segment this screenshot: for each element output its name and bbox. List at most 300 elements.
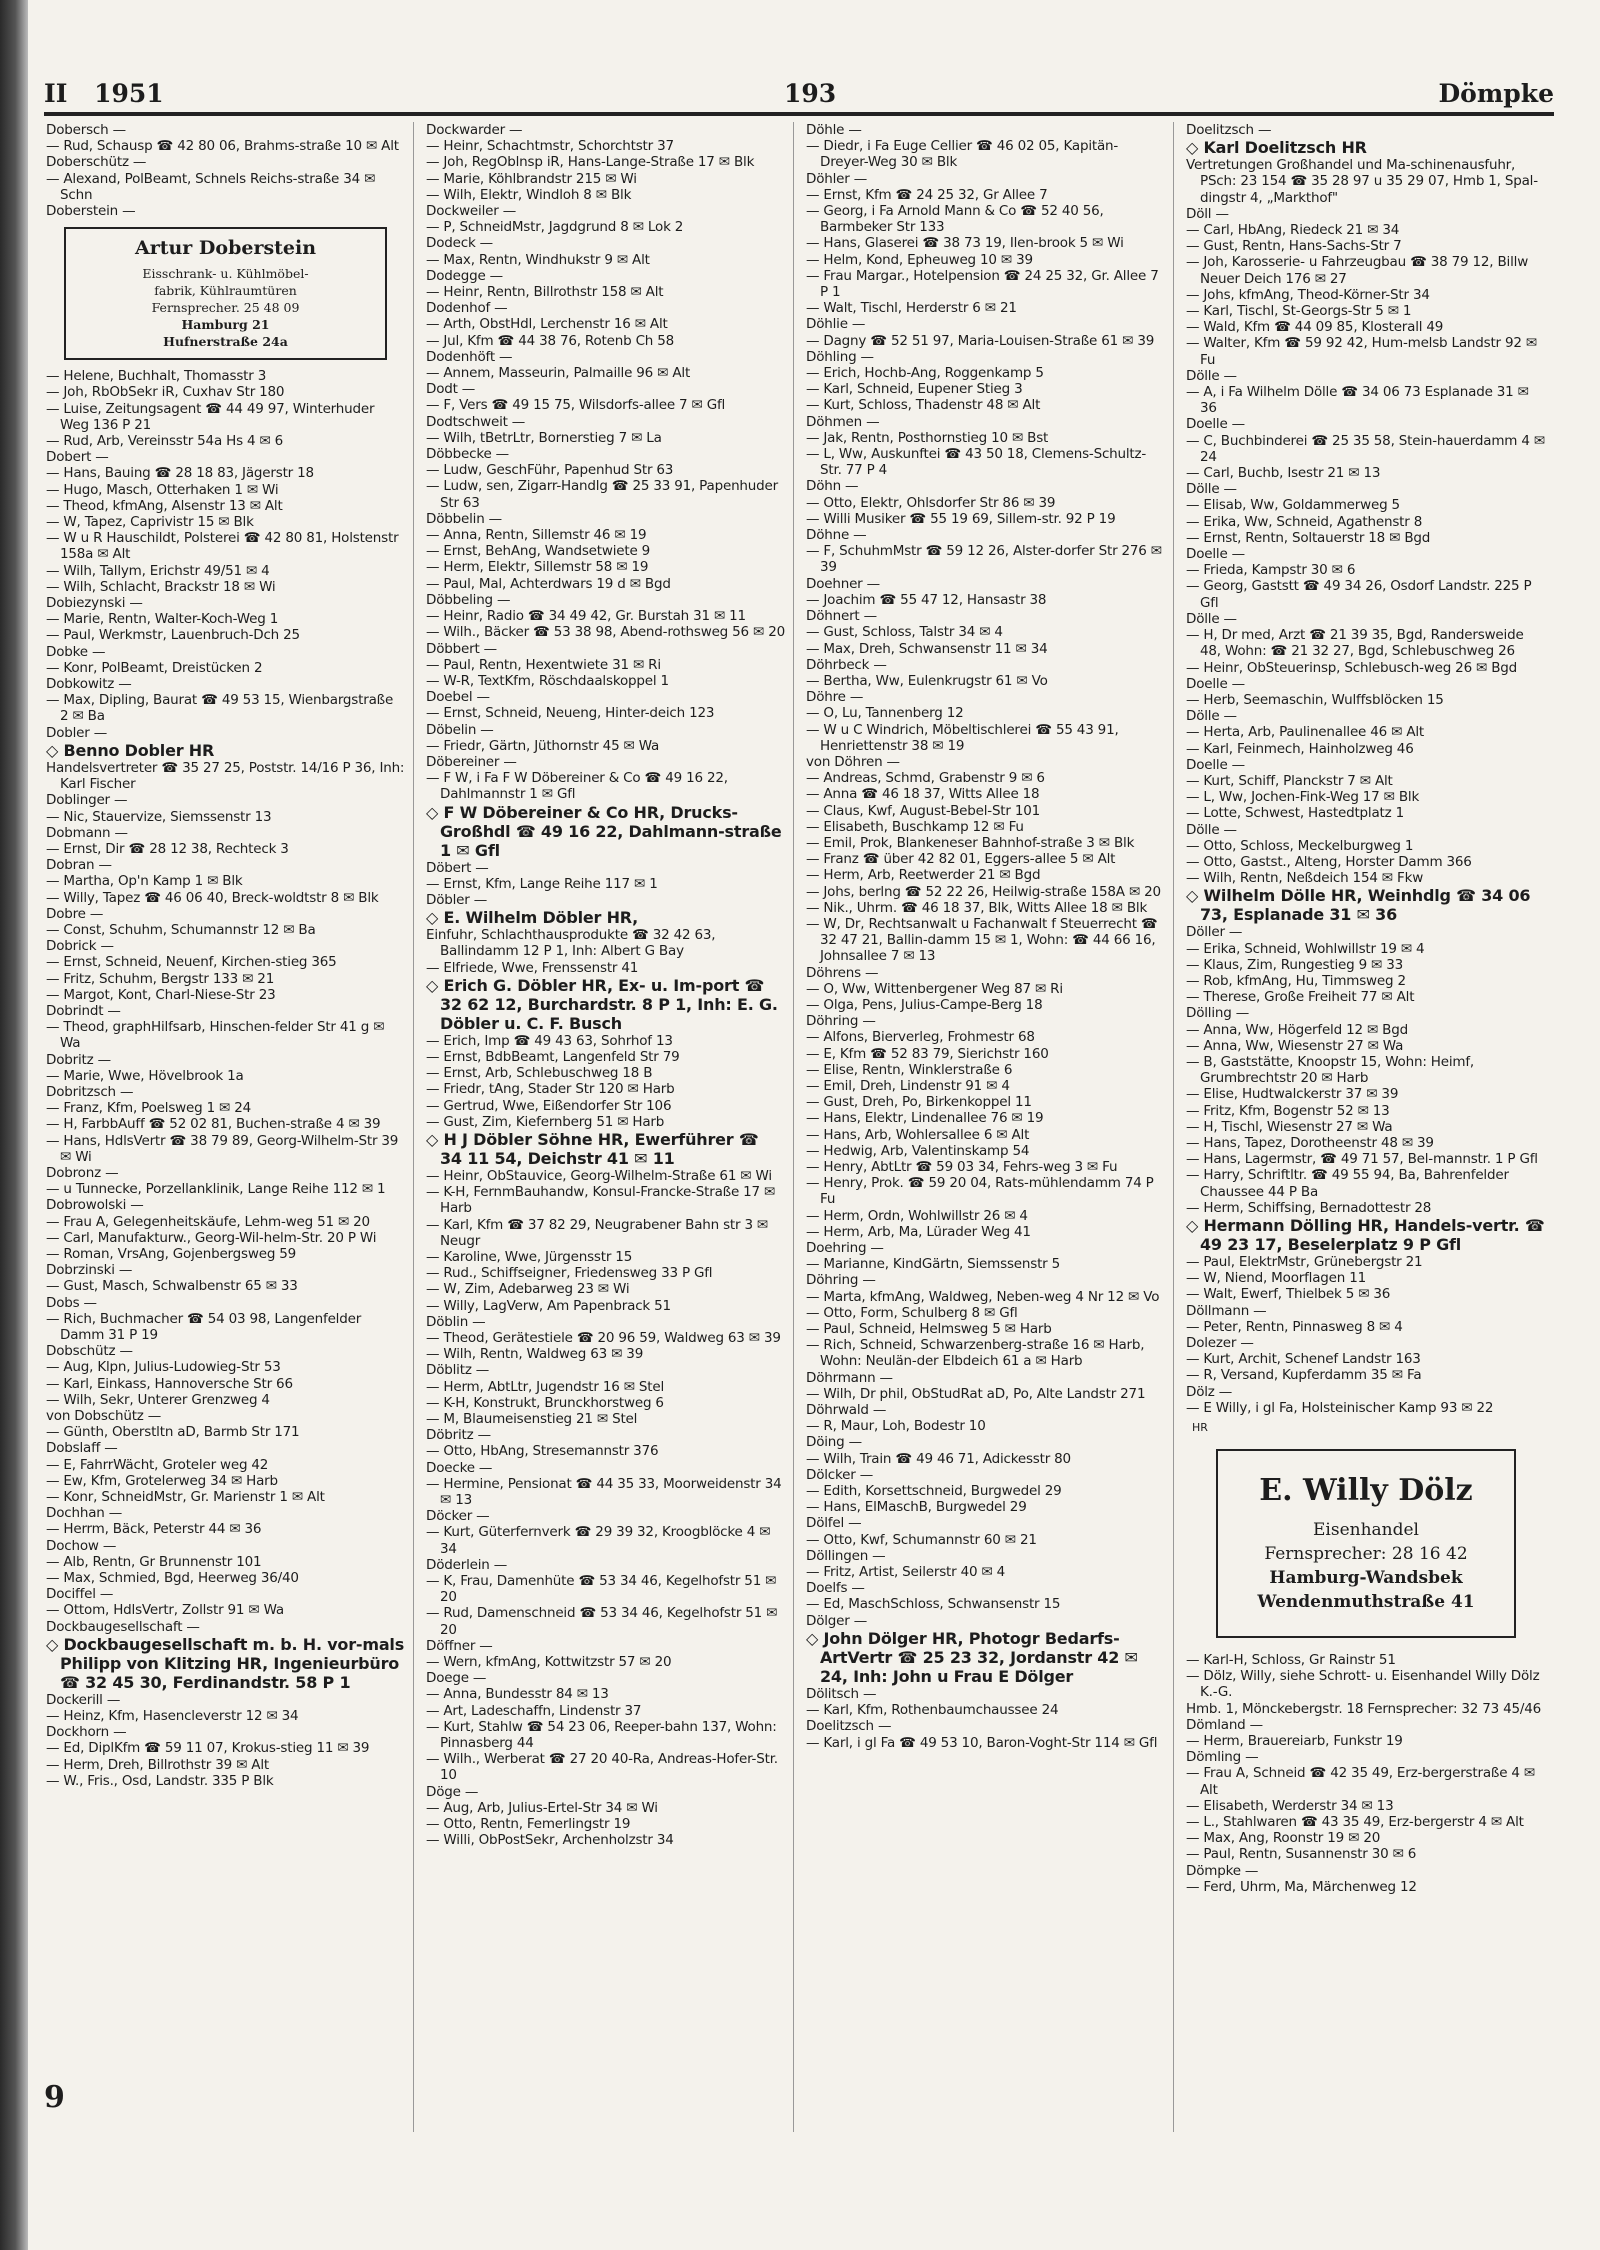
directory-entry: — Karl, Kfm ☎ 37 82 29, Neugrabener Bahn str 3 ✉ Neugr bbox=[426, 1216, 769, 1249]
directory-entry: Dochow — bbox=[46, 1537, 117, 1554]
directory-entry: — Kurt, Schiff, Planckstr 7 ✉ Alt bbox=[1186, 772, 1393, 789]
header-volume: II bbox=[44, 79, 68, 108]
directory-entry: Döing — bbox=[806, 1434, 862, 1451]
directory-entry: — u Tunnecke, Porzellanklinik, Lange Reihe 112 ✉ 1 bbox=[46, 1181, 386, 1198]
directory-entry: Dodeck — bbox=[426, 235, 493, 252]
directory-entry: — Herm, Schiffsing, Bernadottestr 28 bbox=[1186, 1199, 1432, 1216]
directory-entry: — Elise, Rentn, Winklerstraße 6 bbox=[806, 1061, 1013, 1078]
directory-entry: Doelitzsch — bbox=[806, 1718, 892, 1735]
directory-entry: — Anna, Ww, Högerfeld 12 ✉ Bgd bbox=[1186, 1021, 1408, 1038]
column-4 bbox=[1184, 122, 1554, 2132]
directory-entry: ◇ Benno Dobler HR bbox=[46, 740, 215, 760]
directory-entry: Dölle — bbox=[1186, 610, 1237, 627]
directory-entry: — Frau A, Gelegenheitskäufe, Lehm-weg 51 ✉ 20 bbox=[46, 1213, 370, 1230]
directory-entry: — Roman, VrsAng, Gojenbergsweg 59 bbox=[46, 1245, 297, 1262]
directory-entry: — Herm, Ordn, Wohlwillstr 26 ✉ 4 bbox=[806, 1207, 1028, 1224]
directory-entry: — Franz, Kfm, Poelsweg 1 ✉ 24 bbox=[46, 1100, 252, 1117]
directory-entry: — Kurt, Archit, Schenef Landstr 163 bbox=[1186, 1351, 1421, 1368]
directory-entry: Doberschütz — bbox=[46, 154, 147, 171]
directory-entry: — O, Lu, Tannenberg 12 bbox=[806, 705, 964, 722]
directory-entry: Dockhorn — bbox=[46, 1724, 127, 1741]
header-rule bbox=[44, 112, 1554, 116]
directory-entry: — Jak, Rentn, Posthornstieg 10 ✉ Bst bbox=[806, 429, 1049, 446]
directory-entry: — Otto, Form, Schulberg 8 ✉ Gfl bbox=[806, 1304, 1018, 1321]
column-3 bbox=[804, 122, 1174, 2132]
ad-doberstein-title: Artur Doberstein bbox=[134, 237, 317, 260]
directory-entry: — E, Kfm ☎ 52 83 79, Sierichstr 160 bbox=[806, 1045, 1049, 1062]
directory-entry: — Wilh, Elektr, Windloh 8 ✉ Blk bbox=[426, 186, 632, 203]
directory-entry: Döllingen — bbox=[806, 1547, 886, 1564]
directory-entry: — Walt, Ewerf, Thielbek 5 ✉ 36 bbox=[1186, 1286, 1391, 1303]
directory-entry: Doehring — bbox=[806, 1240, 884, 1257]
directory-entry: — Karl, Schneid, Eupener Stieg 3 bbox=[806, 381, 1023, 398]
directory-entry: — Fritz, Kfm, Bogenstr 52 ✉ 13 bbox=[1186, 1102, 1390, 1119]
directory-entry: — H, Dr med, Arzt ☎ 21 39 35, Bgd, Randersweide 48, Wohn: ☎ 21 32 27, Bgd, Schlebuschweg 26 bbox=[1186, 627, 1524, 660]
directory-entry: — L., Stahlwaren ☎ 43 35 49, Erz-bergerstr 4 ✉ Alt bbox=[1186, 1814, 1524, 1831]
directory-entry: Döbbelin — bbox=[426, 510, 502, 527]
column-2-entries bbox=[426, 122, 785, 1849]
directory-entry: — Willi, ObPostSekr, Archenholzstr 34 bbox=[426, 1832, 674, 1849]
directory-entry: — Frau A, Schneid ☎ 42 35 49, Erz-bergerstraße 4 ✉ Alt bbox=[1186, 1765, 1535, 1798]
directory-entry: — Wilh, Dr phil, ObStudRat aD, Po, Alte Landstr 271 bbox=[806, 1385, 1146, 1402]
directory-entry: — Nik., Uhrm. ☎ 46 18 37, Blk, Witts Allee 18 ✉ Blk bbox=[806, 899, 1148, 916]
directory-entry: — B, Gaststätte, Knoopstr 15, Wohn: Heimf, Grumbrechtstr 20 ✉ Harb bbox=[1186, 1053, 1474, 1087]
directory-entry: — Johs, kfmAng, Theod-Körner-Str 34 bbox=[1186, 286, 1430, 303]
directory-entry: Döhler — bbox=[806, 170, 868, 187]
directory-entry: Döhnert — bbox=[806, 608, 877, 625]
directory-entry: — Therese, Große Freiheit 77 ✉ Alt bbox=[1186, 989, 1415, 1006]
directory-entry: — Anna, Rentn, Sillemstr 46 ✉ 19 bbox=[426, 527, 647, 544]
directory-entry: Döderlein — bbox=[426, 1556, 508, 1573]
directory-entry: Doelle — bbox=[1186, 756, 1245, 773]
directory-entry: — Herm, AbtLtr, Jugendstr 16 ✉ Stel bbox=[426, 1378, 665, 1395]
directory-entry: — E, FahrrWächt, Groteler weg 42 bbox=[46, 1456, 269, 1473]
directory-entry: — Frau Margar., Hotelpension ☎ 24 25 32, Gr. Allee 7 P 1 bbox=[806, 267, 1159, 301]
directory-entry: — Peter, Rentn, Pinnasweg 8 ✉ 4 bbox=[1186, 1318, 1403, 1335]
column-1-entries-bottom bbox=[46, 368, 405, 1789]
directory-entry: Döhre — bbox=[806, 689, 864, 706]
directory-entry: — Henry, Prok. ☎ 59 20 04, Rats-mühlendamm 74 P Fu bbox=[806, 1175, 1154, 1208]
directory-entry: Döbbecke — bbox=[426, 446, 509, 463]
directory-entry: — Gertrud, Wwe, Eißendorfer Str 106 bbox=[426, 1097, 672, 1114]
directory-entry: — Franz ☎ über 42 82 01, Eggers-allee 5 ✉ Alt bbox=[806, 851, 1116, 868]
directory-entry: — Art, Ladeschaffn, Lindenstr 37 bbox=[426, 1702, 642, 1719]
directory-entry: — Carl, Buchb, Isestr 21 ✉ 13 bbox=[1186, 465, 1381, 482]
directory-entry: — Martha, Op'n Kamp 1 ✉ Blk bbox=[46, 873, 243, 890]
directory-entry: ◇ F W Döbereiner & Co HR, Drucks-Großhdl ☎ 49 16 22, Dahlmann-straße 1 ✉ Gfl bbox=[426, 802, 782, 860]
directory-entry: — Elisab, Ww, Goldammerweg 5 bbox=[1186, 497, 1400, 514]
directory-entry: — Konr, SchneidMstr, Gr. Marienstr 1 ✉ Alt bbox=[46, 1489, 325, 1506]
directory-entry: Dölz — bbox=[1186, 1383, 1233, 1400]
directory-entry: Döhring — bbox=[806, 1013, 876, 1030]
directory-entry: — Rich, Schneid, Schwarzenberg-straße 16 ✉ Harb, Wohn: Neulän-der Elbdeich 61 a ✉ Harb bbox=[806, 1337, 1145, 1370]
directory-entry: — Karl, i gl Fa ☎ 49 53 10, Baron-Voght-Str 114 ✉ Gfl bbox=[806, 1734, 1158, 1751]
directory-entry: — Rud, Damenschneid ☎ 53 34 46, Kegelhofstr 51 ✉ 20 bbox=[426, 1605, 778, 1638]
directory-entry: Dobrzinski — bbox=[46, 1262, 133, 1279]
directory-entry: — Henry, AbtLtr ☎ 59 03 34, Fehrs-weg 3 ✉ Fu bbox=[806, 1159, 1118, 1175]
directory-entry: ◇ E. Wilhelm Döbler HR, bbox=[426, 908, 639, 928]
directory-entry: — Paul, Rentn, Susannenstr 30 ✉ 6 bbox=[1186, 1846, 1417, 1863]
header-year: 1951 bbox=[94, 79, 164, 108]
directory-entry: Dobmann — bbox=[46, 824, 128, 841]
directory-entry: — Ed, MaschSchloss, Schwansenstr 15 bbox=[806, 1596, 1061, 1613]
directory-entry: Döhn — bbox=[806, 478, 859, 495]
directory-entry: — Herm, Arb, Ma, Lürader Weg 41 bbox=[806, 1223, 1031, 1240]
directory-entry: — Emil, Dreh, Lindenstr 91 ✉ 4 bbox=[806, 1077, 1010, 1094]
directory-entry: — Otto, HbAng, Stresemannstr 376 bbox=[426, 1443, 659, 1460]
directory-entry: — L, Ww, Jochen-Fink-Weg 17 ✉ Blk bbox=[1186, 789, 1420, 806]
directory-entry: — Gust, Schloss, Talstr 34 ✉ 4 bbox=[806, 624, 1003, 641]
directory-entry: ◇ H J Döbler Söhne HR, Ewerführer ☎ 34 11 54, Deichstr 41 ✉ 11 bbox=[426, 1129, 759, 1168]
directory-entry: — Wald, Kfm ☎ 44 09 85, Klosterall 49 bbox=[1186, 319, 1444, 336]
directory-entry: — Kurt, Stahlw ☎ 54 23 06, Reeper-bahn 137, Wohn: Pinnasberg 44 bbox=[426, 1718, 777, 1752]
directory-entry: — Wilh, Schlacht, Brackstr 18 ✉ Wi bbox=[46, 578, 276, 595]
directory-entry: — Andreas, Schmd, Grabenstr 9 ✉ 6 bbox=[806, 770, 1045, 787]
directory-entry: — Otto, Elektr, Ohlsdorfer Str 86 ✉ 39 bbox=[806, 494, 1056, 511]
ad-doberstein-city: Hamburg 21 bbox=[181, 317, 270, 333]
directory-entry: — Max, Ang, Roonstr 19 ✉ 20 bbox=[1186, 1830, 1381, 1847]
directory-entry: — Marie, Wwe, Hövelbrook 1a bbox=[46, 1067, 244, 1084]
directory-entry: — Alfons, Bierverleg, Frohmestr 68 bbox=[806, 1029, 1035, 1046]
directory-entry: — Theod, kfmAng, Alsenstr 13 ✉ Alt bbox=[46, 497, 283, 514]
directory-entry: — W, Niend, Moorflagen 11 bbox=[1186, 1270, 1366, 1287]
directory-entry: — Klaus, Zim, Rungestieg 9 ✉ 33 bbox=[1186, 956, 1404, 973]
directory-entry: — Walter, Kfm ☎ 59 92 42, Hum-melsb Landstr 92 ✉ Fu bbox=[1186, 335, 1537, 368]
directory-entry: — F, SchuhmMstr ☎ 59 12 26, Alster-dorfer Str 276 ✉ 39 bbox=[806, 543, 1162, 576]
directory-entry: — Wilh, Rentn, Neßdeich 154 ✉ Fkw bbox=[1186, 870, 1424, 887]
directory-entry: Döhring — bbox=[806, 1272, 876, 1289]
directory-entry: Döge — bbox=[426, 1783, 479, 1800]
directory-entry: Dodt — bbox=[426, 381, 476, 398]
column-1-entries-top bbox=[46, 122, 405, 219]
directory-entry: — Ernst, Schneid, Neueng, Hinter-deich 123 bbox=[426, 705, 715, 722]
column-4-entries-top bbox=[1186, 122, 1546, 1416]
directory-entry: — Hermine, Pensionat ☎ 44 35 33, Moorweidenstr 34 ✉ 13 bbox=[426, 1475, 782, 1509]
directory-entry: Döhrens — bbox=[806, 964, 879, 981]
directory-entry: — F, Vers ☎ 49 15 75, Wilsdorfs-allee 7 ✉ Gfl bbox=[426, 397, 726, 414]
directory-entry: — Max, Dreh, Schwansenstr 11 ✉ 34 bbox=[806, 640, 1048, 657]
page-header bbox=[44, 68, 1554, 108]
directory-entry: Dochhan — bbox=[46, 1505, 123, 1522]
directory-entry: — Friedr, Gärtn, Jüthornstr 45 ✉ Wa bbox=[426, 737, 660, 754]
directory-entry: Döhrmann — bbox=[806, 1369, 893, 1386]
directory-entry: Dölle — bbox=[1186, 821, 1237, 838]
directory-entry: Dölger — bbox=[806, 1612, 868, 1629]
directory-entry: — Hans, Lagermstr, ☎ 49 71 57, Bel-mannstr. 1 P Gfl bbox=[1186, 1151, 1538, 1168]
header-volume-year bbox=[44, 79, 182, 108]
directory-entry: — Kurt, Güterfernverk ☎ 29 39 32, Kroogblöcke 4 ✉ 34 bbox=[426, 1524, 771, 1557]
ad-doelz-street: Wendenmuthstraße 41 bbox=[1257, 1592, 1475, 1613]
directory-entry: Dobschütz — bbox=[46, 1343, 133, 1360]
directory-entry: — Jul, Kfm ☎ 44 38 76, Rotenb Ch 58 bbox=[426, 332, 675, 349]
directory-entry: Döblin — bbox=[426, 1313, 486, 1330]
directory-entry: — Herm, Arb, Reetwerder 21 ✉ Bgd bbox=[806, 867, 1041, 884]
directory-entry: — Friedr, tAng, Stader Str 120 ✉ Harb bbox=[426, 1081, 675, 1098]
directory-entry: — Olga, Pens, Julius-Campe-Berg 18 bbox=[806, 996, 1043, 1013]
column-4-entries-bottom bbox=[1186, 1652, 1546, 1895]
directory-entry: Dodenhof — bbox=[426, 300, 508, 317]
directory-entry: — Helm, Kond, Epheuweg 10 ✉ 39 bbox=[806, 251, 1033, 268]
directory-entry: — Wilh, Sekr, Unterer Grenzweg 4 bbox=[46, 1391, 270, 1408]
directory-entry: — Walt, Tischl, Herderstr 6 ✉ 21 bbox=[806, 300, 1017, 317]
directory-entry: — Dagny ☎ 52 51 97, Maria-Louisen-Straße 61 ✉ 39 bbox=[806, 332, 1155, 349]
directory-entry: — Herm, Dreh, Billrothstr 39 ✉ Alt bbox=[46, 1756, 269, 1773]
directory-entry: — Nic, Stauervize, Siemssenstr 13 bbox=[46, 808, 272, 825]
directory-entry: — Ernst, Schneid, Neuenf, Kirchen-stieg 365 bbox=[46, 954, 337, 971]
directory-entry: Dobritzsch — bbox=[46, 1083, 134, 1100]
directory-entry: — Günth, Oberstltn aD, Barmb Str 171 bbox=[46, 1424, 300, 1441]
directory-entry: Dobiezynski — bbox=[46, 595, 143, 612]
directory-entry: ◇ John Dölger HR, Photogr Bedarfs-ArtVertr ☎ 25 23 32, Jordanstr 42 ✉ 24, Inh: John u Frau E Dölger bbox=[806, 1628, 1138, 1686]
directory-entry: — Alexand, PolBeamt, Schnels Reichs-straße 34 ✉ Schn bbox=[46, 170, 376, 203]
directory-entry: — Paul, Schneid, Helmsweg 5 ✉ Harb bbox=[806, 1321, 1052, 1338]
directory-entry: — Ernst, Dir ☎ 28 12 38, Rechteck 3 bbox=[46, 840, 289, 857]
directory-entry: Döhmen — bbox=[806, 413, 880, 430]
directory-entry: — Helene, Buchhalt, Thomasstr 3 bbox=[46, 368, 267, 385]
ad-doelz-title: E. Willy Dölz bbox=[1259, 1473, 1473, 1509]
header-page-number: 193 bbox=[784, 79, 837, 108]
directory-entry: Handelsvertreter ☎ 35 27 25, Poststr. 14/16 P 36, Inh: Karl Fischer bbox=[46, 759, 405, 793]
directory-entry: — Ernst, BehAng, Wandsetwiete 9 bbox=[426, 543, 651, 560]
directory-entry: — Hans, Tapez, Dorotheenstr 48 ✉ 39 bbox=[1186, 1134, 1434, 1151]
directory-entry: — Anna ☎ 46 18 37, Witts Allee 18 bbox=[806, 786, 1040, 803]
directory-entry: — Gust, Rentn, Hans-Sachs-Str 7 bbox=[1186, 238, 1402, 255]
ad-doelz-hr-tag: HR bbox=[1192, 1421, 1208, 1435]
directory-entry: Dodegge — bbox=[426, 267, 503, 284]
directory-entry: — Ferd, Uhrm, Ma, Märchenweg 12 bbox=[1186, 1878, 1417, 1895]
directory-entry: ◇ Wilhelm Dölle HR, Weinhdlg ☎ 34 06 73, Esplanade 31 ✉ 36 bbox=[1186, 886, 1531, 925]
directory-entry: — Herrm, Bäck, Peterstr 44 ✉ 36 bbox=[46, 1521, 262, 1538]
directory-entry: Dobre — bbox=[46, 905, 104, 922]
directory-entry: Hmb. 1, Mönckebergstr. 18 Fernsprecher: 32 73 45/46 bbox=[1186, 1700, 1542, 1717]
directory-entry: — Wern, kfmAng, Kottwitzstr 57 ✉ 20 bbox=[426, 1654, 672, 1671]
listing-columns bbox=[44, 122, 1554, 2132]
directory-entry: — Dölz, Willy, siehe Schrott- u. Eisenhandel Willy Dölz K.-G. bbox=[1186, 1668, 1540, 1701]
directory-entry: Döbler — bbox=[426, 891, 488, 908]
directory-entry: Dömling — bbox=[1186, 1749, 1259, 1766]
directory-entry: — Elisabeth, Buschkamp 12 ✉ Fu bbox=[806, 818, 1024, 835]
directory-entry: — Wilh., Bäcker ☎ 53 38 98, Abend-rothsweg 56 ✉ 20 bbox=[426, 624, 785, 641]
directory-entry: — Const, Schuhm, Schumannstr 12 ✉ Ba bbox=[46, 921, 316, 938]
directory-entry: Dobritz — bbox=[46, 1051, 111, 1068]
directory-entry: von Döhren — bbox=[806, 753, 900, 770]
directory-entry: — Lotte, Schwest, Hastedtplatz 1 bbox=[1186, 805, 1404, 822]
directory-entry: Döbritz — bbox=[426, 1427, 491, 1444]
directory-entry: — H, FarbbAuff ☎ 52 02 81, Buchen-straße 4 ✉ 39 bbox=[46, 1116, 381, 1133]
directory-entry: Döbelin — bbox=[426, 721, 494, 738]
directory-entry: Doege — bbox=[426, 1670, 487, 1687]
directory-entry: — Fritz, Schuhm, Bergstr 133 ✉ 21 bbox=[46, 970, 275, 987]
directory-entry: Dobronz — bbox=[46, 1164, 119, 1181]
ad-doberstein-line: Eisschrank- u. Kühlmöbel- bbox=[142, 266, 309, 282]
directory-entry: — Ew, Kfm, Grotelerweg 34 ✉ Harb bbox=[46, 1472, 278, 1489]
directory-entry: Dobrowolski — bbox=[46, 1197, 144, 1214]
directory-entry: — Annem, Masseurin, Palmaille 96 ✉ Alt bbox=[426, 365, 691, 382]
directory-entry: — W., Fris., Osd, Landstr. 335 P Blk bbox=[46, 1772, 274, 1789]
directory-entry: — Herta, Arb, Paulinenallee 46 ✉ Alt bbox=[1186, 724, 1424, 741]
directory-entry: — Johs, berlng ☎ 52 22 26, Heilwig-straße 158A ✉ 20 bbox=[806, 883, 1161, 900]
directory-entry: ◇ Erich G. Döbler HR, Ex- u. Im-port ☎ 32 62 12, Burchardstr. 8 P 1, Inh: E. G. Döbler u. C. F. Busch bbox=[426, 975, 778, 1033]
directory-entry: — Ludw, sen, Zigarr-Handlg ☎ 25 33 91, Papenhuder Str 63 bbox=[426, 478, 778, 511]
directory-entry: — Wilh, Train ☎ 49 46 71, Adickesstr 80 bbox=[806, 1450, 1071, 1467]
directory-entry: — Theod, graphHilfsarb, Hinschen-felder Str 41 g ✉ Wa bbox=[46, 1019, 385, 1052]
directory-entry: — Karl, Kfm, Rothenbaumchaussee 24 bbox=[806, 1702, 1059, 1719]
directory-entry: — Hedwig, Arb, Valentinskamp 54 bbox=[806, 1142, 1030, 1159]
directory-entry: — K, Frau, Damenhüte ☎ 53 34 46, Kegelhofstr 51 ✉ 20 bbox=[426, 1573, 777, 1606]
header-running-heading: Dömpke bbox=[1438, 79, 1554, 108]
directory-entry: Dölcker — bbox=[806, 1466, 874, 1483]
directory-entry: — F W, i Fa F W Döbereiner & Co ☎ 49 16 22, Dahlmannstr 1 ✉ Gfl bbox=[426, 770, 728, 803]
directory-entry: ◇ Hermann Dölling HR, Handels-vertr. ☎ 49 23 17, Beselerplatz 9 P Gfl bbox=[1186, 1216, 1545, 1254]
directory-entry: Dömland — bbox=[1186, 1716, 1263, 1733]
directory-entry: — Paul, Werkmstr, Lauenbruch-Dch 25 bbox=[46, 627, 300, 644]
ad-doberstein-phone: Fernsprecher. 25 48 09 bbox=[151, 300, 300, 316]
directory-entry: — Erich, Hochb-Ang, Roggenkamp 5 bbox=[806, 365, 1044, 382]
directory-entry: Dobler — bbox=[46, 724, 108, 741]
directory-entry: Dölle — bbox=[1186, 367, 1237, 384]
directory-entry: — Wilh., Werberat ☎ 27 20 40-Ra, Andreas-Hofer-Str. 10 bbox=[426, 1751, 778, 1784]
directory-entry: — Heinr, Radio ☎ 34 49 42, Gr. Burstah 31 ✉ 11 bbox=[426, 608, 746, 625]
directory-entry: — Otto, Schloss, Meckelburgweg 1 bbox=[1186, 837, 1414, 854]
directory-entry: — Herb, Seemaschin, Wulffsblöcken 15 bbox=[1186, 691, 1444, 708]
directory-entry: — K-H, Konstrukt, Brunckhorstweg 6 bbox=[426, 1394, 664, 1411]
directory-entry: — Frieda, Kampstr 30 ✉ 6 bbox=[1186, 562, 1356, 579]
directory-entry: — Elise, Hudtwalckerstr 37 ✉ 39 bbox=[1186, 1086, 1399, 1103]
directory-entry: — W u R Hauschildt, Polsterei ☎ 42 80 81, Holstenstr 158a ✉ Alt bbox=[46, 530, 399, 563]
directory-entry: Dodtschweit — bbox=[426, 413, 526, 430]
ad-doelz bbox=[1216, 1449, 1516, 1638]
directory-entry: Dobslaff — bbox=[46, 1440, 118, 1457]
directory-entry: Döcker — bbox=[426, 1508, 490, 1525]
directory-entry: — P, SchneidMstr, Jagdgrund 8 ✉ Lok 2 bbox=[426, 219, 684, 236]
ad-doelz-line: Eisenhandel bbox=[1313, 1520, 1419, 1541]
directory-entry: — Ernst, Rentn, Soltauerstr 18 ✉ Bgd bbox=[1186, 529, 1431, 546]
directory-entry: — Heinz, Kfm, Hasencleverstr 12 ✉ 34 bbox=[46, 1708, 299, 1725]
directory-entry: — Fritz, Artist, Seilerstr 40 ✉ 4 bbox=[806, 1564, 1006, 1581]
directory-entry: Dodenhöft — bbox=[426, 348, 513, 365]
directory-entry: — Hans, Elektr, Lindenallee 76 ✉ 19 bbox=[806, 1110, 1044, 1127]
directory-entry: — Joh, RegOblnsp iR, Hans-Lange-Straße 17 ✉ Blk bbox=[426, 154, 755, 171]
directory-entry: — Ernst, Arb, Schlebuschweg 18 B bbox=[426, 1065, 653, 1082]
directory-entry: — Herm, Elektr, Sillemstr 58 ✉ 19 bbox=[426, 559, 649, 576]
directory-entry: — Elfriede, Wwe, Frenssenstr 41 bbox=[426, 959, 639, 976]
directory-entry: — H, Tischl, Wiesenstr 27 ✉ Wa bbox=[1186, 1118, 1393, 1135]
directory-entry: — Karoline, Wwe, Jürgensstr 15 bbox=[426, 1248, 633, 1265]
directory-entry: Doblinger — bbox=[46, 792, 128, 809]
directory-entry: — E Willy, i gl Fa, Holsteinischer Kamp 93 ✉ 22 bbox=[1186, 1399, 1494, 1416]
directory-entry: — Gust, Zim, Kiefernberg 51 ✉ Harb bbox=[426, 1113, 665, 1130]
directory-entry: — Willy, LagVerw, Am Papenbrack 51 bbox=[426, 1297, 671, 1314]
ad-doelz-phone: Fernsprecher: 28 16 42 bbox=[1264, 1544, 1468, 1565]
directory-entry: Dockwarder — bbox=[426, 122, 523, 138]
directory-entry: — Paul, Rentn, Hexentwiete 31 ✉ Ri bbox=[426, 656, 661, 673]
directory-entry: — Claus, Kwf, August-Bebel-Str 101 bbox=[806, 802, 1041, 819]
directory-entry: — Max, Rentn, Windhukstr 9 ✉ Alt bbox=[426, 251, 650, 268]
directory-entry: — Karl, Einkass, Hannoversche Str 66 bbox=[46, 1375, 293, 1392]
directory-entry: Dolezer — bbox=[1186, 1335, 1254, 1352]
directory-entry: — Otto, Gastst., Alteng, Horster Damm 366 bbox=[1186, 853, 1472, 870]
directory-entry: — Edith, Korsettschneid, Burgwedel 29 bbox=[806, 1483, 1062, 1500]
directory-entry: Doberstein — bbox=[46, 203, 136, 220]
directory-entry: — Max, Dipling, Baurat ☎ 49 53 15, Wienbargstraße 2 ✉ Ba bbox=[46, 692, 394, 725]
directory-entry: Dobke — bbox=[46, 643, 106, 660]
directory-entry: — Konr, PolBeamt, Dreistücken 2 bbox=[46, 659, 263, 676]
directory-entry: — Anna, Bundesstr 84 ✉ 13 bbox=[426, 1686, 609, 1703]
column-3-entries bbox=[806, 122, 1165, 1751]
directory-entry: — Max, Schmied, Bgd, Heerweg 36/40 bbox=[46, 1570, 299, 1587]
ad-doelz-city: Hamburg-Wandsbek bbox=[1269, 1568, 1463, 1589]
directory-entry: Dociffel — bbox=[46, 1586, 114, 1603]
book-spine bbox=[0, 0, 28, 2250]
directory-entry: — Ottom, HdlsVertr, Zollstr 91 ✉ Wa bbox=[46, 1602, 284, 1619]
directory-entry: — Marianne, KindGärtn, Siemssenstr 5 bbox=[806, 1256, 1060, 1273]
directory-entry: — Heinr, ObSteuerinsp, Schlebusch-weg 26 ✉ Bgd bbox=[1186, 659, 1518, 676]
directory-entry: Döhne — bbox=[806, 527, 867, 544]
directory-entry: — Rich, Buchmacher ☎ 54 03 98, Langenfelder Damm 31 P 19 bbox=[46, 1310, 362, 1343]
ad-doberstein bbox=[64, 227, 387, 360]
directory-entry: Doelle — bbox=[1186, 546, 1245, 563]
directory-entry: — Karl, Tischl, St-Georgs-Str 5 ✉ 1 bbox=[1186, 303, 1412, 320]
directory-entry: — Ernst, Kfm ☎ 24 25 32, Gr Allee 7 bbox=[806, 186, 1048, 203]
directory-entry: — Georg, Gaststt ☎ 49 34 26, Osdorf Landstr. 225 P Gfl bbox=[1186, 578, 1532, 611]
directory-entry: Döll — bbox=[1186, 205, 1229, 222]
directory-entry: Doelitzsch — bbox=[1186, 122, 1272, 138]
directory-page bbox=[44, 40, 1554, 2230]
directory-entry: Doelfs — bbox=[806, 1580, 865, 1597]
directory-entry: — Gust, Masch, Schwalbenstr 65 ✉ 33 bbox=[46, 1278, 298, 1295]
directory-entry: — Anna, Ww, Wiesenstr 27 ✉ Wa bbox=[1186, 1037, 1404, 1054]
directory-entry: Dobrick — bbox=[46, 938, 114, 955]
directory-entry: — Aug, Klpn, Julius-Ludowieg-Str 53 bbox=[46, 1359, 281, 1376]
directory-entry: — Rud., Schiffseigner, Friedensweg 33 P Gfl bbox=[426, 1265, 713, 1282]
directory-entry: — Kurt, Schloss, Thadenstr 48 ✉ Alt bbox=[806, 397, 1041, 414]
directory-entry: Döllmann — bbox=[1186, 1302, 1267, 1319]
directory-entry: — Willi Musiker ☎ 55 19 69, Sillem-str. 92 P 19 bbox=[806, 510, 1116, 527]
directory-entry: — Carl, Manufakturw., Georg-Wil-helm-Str. 20 P Wi bbox=[46, 1229, 377, 1246]
column-1 bbox=[44, 122, 414, 2132]
directory-entry: Dockbaugesellschaft — bbox=[46, 1618, 200, 1635]
directory-entry: — Hans, Arb, Wohlersallee 6 ✉ Alt bbox=[806, 1126, 1030, 1143]
directory-entry: — Harry, Schriftltr. ☎ 49 55 94, Ba, Bahrenfelder Chaussee 44 P Ba bbox=[1186, 1167, 1509, 1200]
directory-entry: — W u C Windrich, Möbeltischlerei ☎ 55 43 91, Henriettenstr 38 ✉ 19 bbox=[806, 721, 1119, 754]
directory-entry: Dobkowitz — bbox=[46, 676, 132, 693]
directory-entry: — Heinr, Rentn, Billrothstr 158 ✉ Alt bbox=[426, 284, 664, 301]
column-2 bbox=[424, 122, 794, 2132]
directory-entry: Dockerill — bbox=[46, 1691, 121, 1708]
directory-entry: — Luise, Zeitungsagent ☎ 44 49 97, Winterhuder Weg 136 P 21 bbox=[46, 400, 375, 433]
directory-entry: — Otto, Rentn, Femerlingstr 19 bbox=[426, 1816, 631, 1833]
directory-entry: — Elisabeth, Werderstr 34 ✉ 13 bbox=[1186, 1797, 1394, 1814]
directory-entry: — Erika, Schneid, Wohlwillstr 19 ✉ 4 bbox=[1186, 940, 1425, 957]
directory-entry: Doelle — bbox=[1186, 416, 1245, 433]
directory-entry: ◇ Dockbaugesellschaft m. b. H. vor-mals Philipp von Klitzing HR, Ingenieurbüro ☎ 32 45 30, Ferdinandstr. 58 P 1 bbox=[46, 1634, 405, 1692]
directory-entry: — O, Ww, Wittenbergener Weg 87 ✉ Ri bbox=[806, 980, 1063, 997]
directory-entry: Doehner — bbox=[806, 575, 880, 592]
directory-entry: Dölle — bbox=[1186, 481, 1237, 498]
directory-entry: ◇ Karl Doelitzsch HR bbox=[1186, 138, 1367, 158]
directory-entry: — W, Tapez, Caprivistr 15 ✉ Blk bbox=[46, 514, 254, 531]
directory-entry: — Paul, ElektrMstr, Grünebergstr 21 bbox=[1186, 1254, 1423, 1270]
directory-entry: Dobs — bbox=[46, 1294, 97, 1311]
directory-entry: — Hugo, Masch, Otterhaken 1 ✉ Wi bbox=[46, 481, 279, 498]
directory-entry: — Carl, HbAng, Riedeck 21 ✉ 34 bbox=[1186, 222, 1400, 239]
ad-doberstein-street: Hufnerstraße 24a bbox=[163, 334, 288, 350]
directory-entry: Döbbeling — bbox=[426, 591, 511, 608]
directory-entry: Döffner — bbox=[426, 1637, 493, 1654]
directory-entry: — Heinr, Schachtmstr, Schorchtstr 37 bbox=[426, 138, 674, 155]
directory-entry: — Rud, Schausp ☎ 42 80 06, Brahms-straße 10 ✉ Alt bbox=[46, 138, 399, 155]
directory-entry: von Dobschütz — bbox=[46, 1408, 162, 1425]
